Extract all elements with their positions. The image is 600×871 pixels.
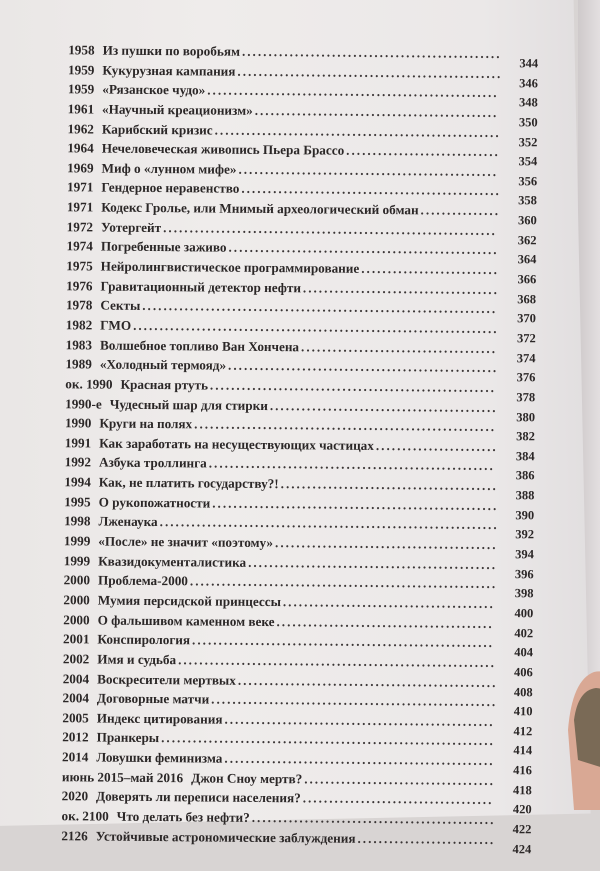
toc-entry-year: 1971 bbox=[66, 199, 94, 215]
toc-entry-year: 2000 bbox=[63, 611, 90, 628]
toc-entry-title: Квазидокументалистика bbox=[98, 553, 247, 570]
toc-entry-year: июнь 2015–май 2016 bbox=[61, 768, 184, 786]
dot-leader: .................................... bbox=[302, 790, 494, 808]
toc-entry-page-number: 402 bbox=[514, 625, 534, 640]
toc-entry-page-number: 408 bbox=[513, 684, 533, 699]
toc-entry-title: Как заработать на несуществующих частицах bbox=[99, 435, 374, 453]
toc-entry-year: 2002 bbox=[62, 651, 90, 667]
toc-entry-page-number: 358 bbox=[518, 193, 537, 208]
dot-leader: ................................................. bbox=[237, 672, 498, 690]
toc-entry-year: 1964 bbox=[67, 140, 94, 156]
toc-entry-title: Лженаука bbox=[98, 513, 158, 530]
toc-entry-page-number: 394 bbox=[515, 547, 534, 562]
toc-entry-title: Нечеловеческая живопись Пьера Брассо bbox=[101, 140, 345, 158]
toc-entry-title: Воскресители мертвых bbox=[97, 671, 236, 688]
toc-entry-year: 1962 bbox=[67, 120, 94, 137]
toc-entry-year: 2001 bbox=[63, 631, 90, 647]
toc-entry-title: Индекс цитирования bbox=[96, 710, 223, 727]
toc-entry-year: 1994 bbox=[64, 474, 91, 490]
dot-leader: ...................................................... bbox=[212, 495, 499, 513]
dot-leader: ................................................................... bbox=[142, 298, 498, 317]
toc-entry-page-number: 388 bbox=[515, 488, 535, 503]
toc-entry-page-number: 350 bbox=[518, 115, 538, 130]
dot-leader: .................................................. bbox=[237, 63, 503, 81]
dot-leader: ................................................... bbox=[224, 711, 495, 729]
dot-leader: .......................... bbox=[357, 830, 496, 847]
toc-entry-year: 2005 bbox=[62, 710, 89, 726]
toc-entry-year: ок. 1990 bbox=[65, 376, 113, 392]
toc-entry-year: 1982 bbox=[65, 317, 93, 333]
dot-leader: ......................................................... bbox=[192, 632, 495, 651]
toc-entry-page-number: 346 bbox=[519, 75, 539, 91]
dot-leader: ............................. bbox=[346, 142, 500, 160]
dot-leader: ................................................. bbox=[241, 43, 502, 62]
dot-leader: ..................................... bbox=[302, 280, 500, 297]
toc-entry-title: Ловушки феминизма bbox=[96, 749, 223, 766]
toc-entry-title: Кукурузная кампания bbox=[102, 62, 236, 79]
toc-entry-year: ок. 2100 bbox=[61, 808, 109, 824]
toc-entry-page-number: 354 bbox=[518, 154, 538, 169]
toc-entry-title: «Научный креационизм» bbox=[102, 101, 253, 118]
toc-entry-year: 1999 bbox=[63, 552, 91, 569]
toc-entry-title: Азбука троллинга bbox=[98, 455, 207, 471]
toc-entry-year: 1990 bbox=[64, 415, 92, 431]
toc-entry-title: ГМО bbox=[100, 317, 132, 333]
dot-leader: ............................................................... bbox=[163, 219, 497, 238]
toc-entry-title: Гендерное неравенство bbox=[101, 180, 240, 197]
toc-entry-year: 2000 bbox=[63, 572, 91, 588]
dot-leader: ................................................... bbox=[228, 240, 499, 258]
toc-entry-title: Джон Сноу мертв? bbox=[191, 770, 303, 787]
toc-entry-year: 1983 bbox=[65, 336, 93, 353]
toc-entry-title: Имя и судьба bbox=[97, 651, 177, 668]
toc-entry-year: 2004 bbox=[62, 690, 90, 706]
toc-entry-title: Красная ртуть bbox=[120, 376, 209, 393]
toc-entry-line bbox=[61, 826, 495, 849]
toc-entry-page-number: 398 bbox=[514, 586, 534, 601]
toc-entry-page-number: 384 bbox=[515, 449, 535, 464]
toc-entry-page-number: 386 bbox=[515, 468, 535, 483]
toc-entry-year: 1989 bbox=[65, 356, 92, 372]
toc-entry-page-number: 370 bbox=[517, 311, 536, 326]
dot-leader: .............................................. bbox=[251, 809, 496, 828]
toc-entry-page-number: 372 bbox=[516, 331, 536, 346]
dot-leader: .......................... bbox=[361, 260, 500, 278]
toc-entry-title: Доверять ли переписи населения? bbox=[96, 788, 301, 806]
toc-entry-title: «Холодный термояд» bbox=[99, 356, 227, 373]
dot-leader: ......................................... bbox=[280, 476, 498, 494]
toc-entry-title: Проблема-2000 bbox=[97, 572, 189, 589]
dot-leader: ......................................... bbox=[276, 613, 494, 631]
toc-entry-page-number: 412 bbox=[513, 723, 533, 739]
toc-entry-year: 1992 bbox=[64, 454, 92, 470]
toc-entry-year: 1971 bbox=[66, 179, 94, 195]
dot-leader: ............... bbox=[420, 202, 501, 219]
toc-entry-year: 2004 bbox=[62, 670, 90, 686]
dot-leader: ...................................................... bbox=[211, 691, 498, 710]
toc-entry-year: 2126 bbox=[61, 827, 88, 844]
toc-entry-page-number: 352 bbox=[518, 134, 538, 149]
toc-entry-title: «Рязанское чудо» bbox=[102, 81, 206, 98]
toc-entry-title: Чудесный шар для стирки bbox=[109, 396, 268, 413]
dot-leader: ...................................................... bbox=[209, 377, 497, 395]
toc-entry-page-number: 406 bbox=[514, 665, 533, 680]
toc-entry-title: Что делать без нефти? bbox=[116, 808, 250, 825]
toc-entry-title: Миф о «лунном мифе» bbox=[101, 160, 237, 177]
toc-entry bbox=[61, 826, 532, 856]
toc-entry-page-number: 382 bbox=[516, 429, 535, 444]
toc-entry-page-number: 392 bbox=[515, 527, 535, 542]
dot-leader: ........................................ bbox=[282, 594, 495, 611]
toc-entry-page-number: 380 bbox=[516, 409, 536, 424]
toc-entry-page-number: 404 bbox=[514, 645, 534, 660]
dot-leader: ............................................................... bbox=[161, 730, 495, 749]
toc-entry-year: 1976 bbox=[66, 277, 93, 294]
toc-entry-year: 1978 bbox=[65, 297, 93, 313]
toc-entry-title: Пранкеры bbox=[96, 729, 160, 746]
toc-entry-page-number: 344 bbox=[519, 56, 539, 71]
toc-entry-page-number: 348 bbox=[518, 95, 538, 110]
toc-entry-page-number: 364 bbox=[517, 252, 537, 267]
dot-leader: ....................................................... bbox=[207, 82, 499, 101]
dot-leader: ................................................................ bbox=[159, 514, 499, 533]
toc-entry-title: Круги на полях bbox=[99, 415, 193, 432]
dot-leader: .................................... bbox=[304, 771, 496, 788]
dot-leader: ................................................... bbox=[228, 357, 499, 376]
toc-entry-year: 1969 bbox=[67, 160, 94, 176]
toc-entry-page-number: 396 bbox=[514, 566, 534, 582]
toc-entry-year: 1972 bbox=[66, 219, 94, 235]
toc-entry-page-number: 416 bbox=[513, 763, 533, 778]
dot-leader: ................................................. bbox=[238, 161, 499, 179]
toc-entry-title: Как, не платить государству?! bbox=[98, 474, 279, 492]
toc-entry-title: Карибский кризис bbox=[101, 121, 213, 138]
toc-entry-year: 1995 bbox=[64, 493, 91, 510]
toc-entry-page-number: 360 bbox=[517, 213, 537, 228]
toc-entry-title: Мумия персидской принцессы bbox=[97, 592, 281, 610]
thumb-fingernail-icon bbox=[554, 650, 600, 810]
table-of-contents bbox=[61, 40, 539, 856]
toc-entry-title: Договорные матчи bbox=[96, 690, 210, 707]
dot-leader: ....................... bbox=[375, 437, 498, 454]
toc-entry-page-number: 356 bbox=[518, 174, 538, 189]
toc-entry-year: 1999 bbox=[63, 533, 91, 549]
toc-entry-title: Устойчивые астрономические заблуждения bbox=[95, 828, 356, 846]
toc-entry-page-number: 424 bbox=[512, 841, 532, 856]
toc-entry-title: Уотергейт bbox=[100, 219, 162, 235]
toc-entry-page-number: 414 bbox=[513, 743, 533, 758]
toc-entry-year: 1975 bbox=[66, 258, 93, 274]
toc-entry-page-number: 410 bbox=[513, 704, 533, 719]
toc-entry-page-number: 420 bbox=[512, 802, 532, 817]
toc-entry-year: 1961 bbox=[67, 101, 95, 117]
dot-leader: ................................................... bbox=[224, 750, 495, 769]
toc-entry-year: 1959 bbox=[67, 81, 95, 97]
toc-entry-year: 1958 bbox=[68, 42, 95, 58]
dot-leader: ...................................................... bbox=[208, 455, 495, 474]
toc-entry-page-number: 376 bbox=[516, 370, 536, 385]
toc-entry-page-number: 418 bbox=[512, 782, 532, 798]
toc-entry-title: Нейролингвистическое программирование bbox=[100, 258, 360, 276]
toc-entry-title: Погребенные заживо bbox=[100, 238, 227, 256]
toc-entry-title: «После» не значит «поэтому» bbox=[98, 533, 274, 551]
toc-entry-page-number: 366 bbox=[517, 272, 537, 287]
toc-entry-year: 2014 bbox=[61, 749, 89, 765]
toc-entry-page-number: 374 bbox=[516, 350, 536, 365]
toc-entry-page-number: 400 bbox=[514, 606, 534, 621]
toc-entry-page-number: 378 bbox=[516, 390, 536, 405]
toc-entry-title: Гравитационный детектор нефти bbox=[100, 278, 302, 295]
dot-leader: ..................................... bbox=[300, 338, 498, 356]
dot-leader: ...................................................... bbox=[214, 122, 501, 140]
toc-entry-title: Из пушки по воробьям bbox=[102, 42, 241, 59]
toc-entry-page-number: 390 bbox=[515, 507, 535, 523]
toc-entry-title: Кодекс Гролье, или Мнимый археологический обман bbox=[101, 199, 419, 218]
dot-leader: ............................................................ bbox=[178, 652, 497, 670]
toc-entry-year: 1974 bbox=[66, 238, 93, 254]
dot-leader: .............................................. bbox=[254, 102, 499, 120]
toc-entry-title: Конспирология bbox=[97, 631, 191, 648]
dot-leader: ........................................... bbox=[269, 397, 498, 415]
toc-entry-year: 1991 bbox=[64, 435, 92, 451]
dot-leader: ......................................................... bbox=[194, 416, 497, 435]
dot-leader: ................................................. bbox=[241, 181, 501, 199]
toc-entry-year: 1990-е bbox=[65, 395, 102, 412]
toc-entry-year: 2012 bbox=[62, 729, 89, 745]
toc-entry-title: Волшебное топливо Ван Хончена bbox=[99, 337, 300, 354]
dot-leader: .......................................... bbox=[275, 535, 498, 553]
dot-leader: ..................................................................... bbox=[133, 317, 499, 337]
dot-leader: ............................................... bbox=[248, 554, 498, 572]
toc-entry-page-number: 422 bbox=[512, 822, 532, 837]
toc-entry-year: 2020 bbox=[61, 788, 89, 804]
dot-leader: .......................................................... bbox=[189, 573, 498, 592]
toc-entry-year: 1959 bbox=[67, 61, 95, 78]
toc-entry-title: О рукопожатности bbox=[98, 494, 211, 511]
toc-entry-title: О фальшивом каменном веке bbox=[97, 612, 275, 629]
toc-entry-page-number: 362 bbox=[517, 232, 537, 248]
toc-entry-year: 2000 bbox=[63, 592, 90, 608]
toc-entry-title: Секты bbox=[100, 297, 141, 314]
toc-entry-year: 1998 bbox=[64, 513, 91, 529]
toc-entry-page-number: 368 bbox=[517, 291, 537, 307]
